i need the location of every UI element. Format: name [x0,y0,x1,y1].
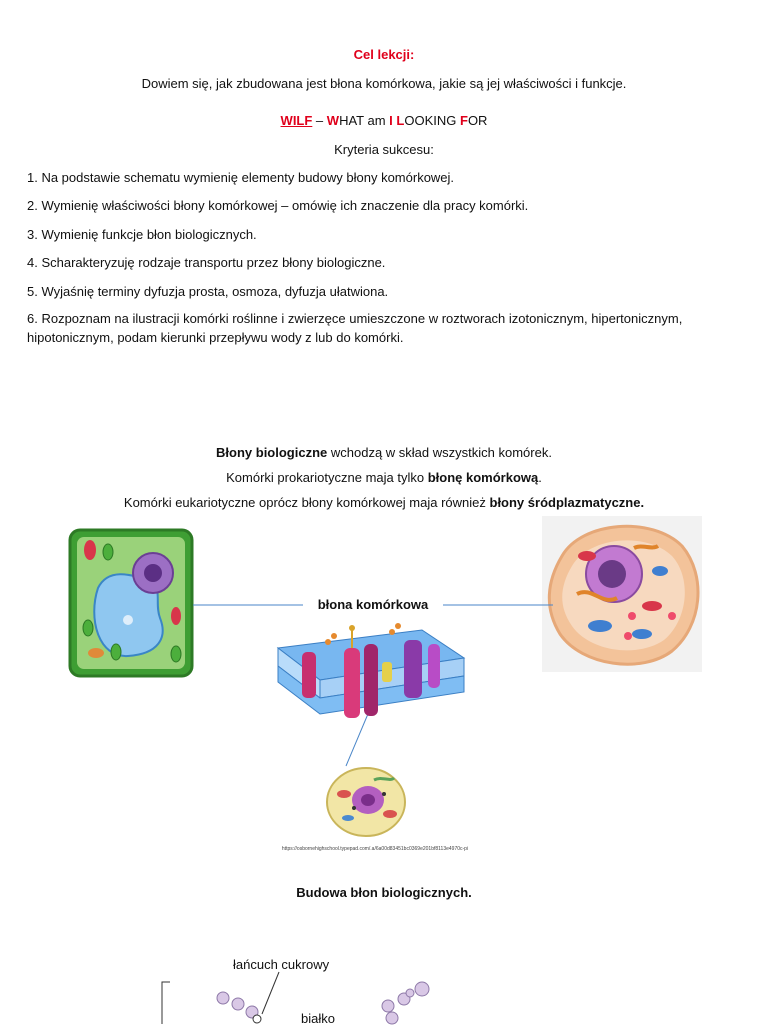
criterion-1: 1. Na podstawie schematu wymienię elementy budowy błony komórkowej. [27,170,455,185]
wilf-text-hat: HAT am [339,113,390,128]
label-protein: białko [301,1011,335,1026]
wilf-text-or: OR [467,113,488,128]
criterion-5: 5. Wyjaśnię terminy dyfuzja prosta, osmoza, dyfuzja ułatwiona. [27,284,389,299]
wilf-letter-f: F [459,113,468,128]
structure-title: Budowa błon biologicznych. [296,885,472,900]
wilf-acronym: WILF [280,113,313,128]
wilf-letter-i: I [389,113,393,128]
goal-title: Cel lekcji: [353,47,415,62]
membranes-line-3-pre: Komórki eukariotyczne oprócz błony komórkowej maja również [123,495,490,510]
criterion-4: 4. Scharakteryzuję rodzaje transportu przez błony biologiczne. [27,255,386,270]
small-cell-illustration [324,764,408,840]
membranes-line-2-post: . [538,470,542,485]
criteria-title: Kryteria sukcesu: [334,142,434,157]
label-sugar-chain: łańcuch cukrowy [233,957,330,972]
source-url: https://osbornehighschool.typepad.com/.a/6a00d83451bc0369e201bf8113e4970c-pi [281,846,469,852]
goal-text: Dowiem się, jak zbudowana jest błona komórkowa, jakie są jej właściwości i funkcje. [141,76,627,91]
criterion-3: 3. Wymienię funkcje błon biologicznych. [27,227,257,242]
membranes-line-2-bold: błonę komórkową [427,470,539,485]
membranes-line-1-rest: wchodzą w skład wszystkich komórek. [327,445,552,460]
criterion-6: 6. Rozpoznam na ilustracji komórki roślinne i zwierzęce umieszczone w roztworach izotonicznym, hipertonicznym, hipotonicznym, podam kierunki przepływu wody z lub do komórki. [27,311,683,345]
membrane-bilayer-illustration [272,618,468,730]
criterion-2: 2. Wymienię właściwości błony komórkowej – omówię ich znaczenie dla pracy komórki. [27,198,529,213]
wilf-text-ooking: OOKING [404,113,460,128]
membranes-term: Błony biologiczne [216,445,328,460]
membranes-line-3-bold: błony śródplazmatyczne. [489,495,645,510]
wilf-letter-l: L [396,113,405,128]
membrane-structure-diagram [0,960,768,1024]
wilf-letter-w: W [326,113,340,128]
wilf-dash: – [312,113,327,128]
membranes-line-2-pre: Komórki prokariotyczne maja tylko [226,470,428,485]
membrane-label: błona komórkowa [317,597,429,612]
